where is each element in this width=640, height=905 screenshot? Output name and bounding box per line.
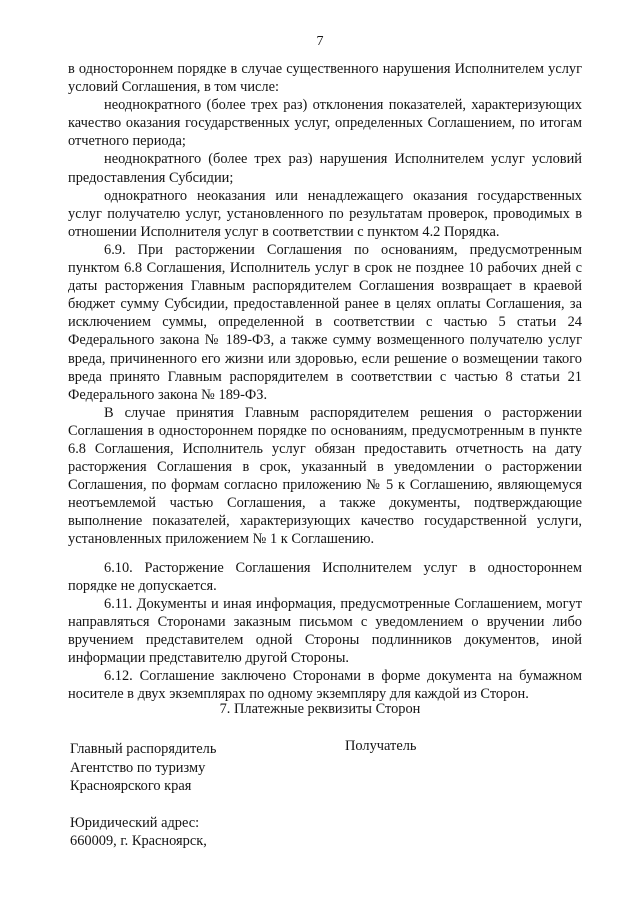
page-number: 7 [316, 34, 324, 49]
left-party-block [70, 740, 330, 851]
paragraph-6-10: 6.10. Расторжение Соглашения Исполнителем услуг в одностороннем порядке не допускается. [68, 559, 582, 594]
paragraph: неоднократного (более трех раз) нарушения Исполнителем услуг условий предоставления Субсидии; [68, 151, 582, 186]
paragraph: В случае принятия Главным распорядителем решения о расторжении Соглашения в одностороннем порядке по основаниям, предусмотренным в пункте 6.8 Соглашения, Исполнитель услуг обязан предоставить отчетность на дату расторжения Соглашения в срок, указанный в уведомлении о расторжении Соглашения, по формам согласно приложению № 5 к Соглашению, являющемуся неотъемлемой частью Соглашения, а также документы, подтверждающие выполнение показателей, характеризующих качество государственной услуги, установленных приложением № 1 к Соглашению. [68, 404, 582, 548]
body-text [68, 60, 582, 703]
left-party-address-value: 660009, г. Красноярск, [70, 833, 207, 850]
right-party-role: Получатель [345, 738, 417, 754]
left-party-name-line1: Агентство по туризму [70, 759, 206, 776]
paragraph-6-12: 6.12. Соглашение заключено Сторонами в форме документа на бумажном носителе в двух экземплярах по одному экземпляру для каждой из Сторон. [68, 668, 582, 703]
paragraph: однократного неоказания или ненадлежащего оказания государственных услуг получателю услуг, установленного по результатам проверок, проводимых в отношении Исполнителя услуг в соответствии с пунктом 4.2 Порядка. [68, 187, 582, 240]
right-party-block [345, 737, 585, 756]
paragraph-6-11: 6.11. Документы и иная информация, предусмотренные Соглашением, могут направляться Сторонами заказным письмом с уведомлением о вручении либо вручением представителем одной Стороны подлинников документов, иной информации представителю другой Стороны. [68, 595, 582, 666]
paragraph-6-9: 6.9. При расторжении Соглашения по основаниям, предусмотренным пунктом 6.8 Соглашения, Исполнитель услуг в срок не позднее 10 рабочих дней с даты расторжения Главным распорядителем Соглашения возвращает в краевой бюджет сумму Субсидии, предоставленной ранее в целях оплаты Соглашения, за исключением суммы, определенной в соответствии с частью 5 статьи 24 Федерального закона № 189-ФЗ, а также сумму возмещенного получателю услуг вреда, причиненного его жизни или здоровью, если решение о возмещении такого вреда принято Главным распорядителем в соответствии с частью 8 статьи 21 Федерального закона № 189-ФЗ. [68, 241, 582, 403]
spacer [70, 796, 330, 814]
left-party-address-label: Юридический адрес: [70, 814, 200, 831]
paragraph: неоднократного (более трех раз) отклонения показателей, характеризующих качество оказания государственных услуг, определенных Соглашением, по итогам отчетного периода; [68, 97, 582, 150]
left-party-role: Главный распорядитель [70, 741, 217, 757]
paragraph: в одностороннем порядке в случае существенного нарушения Исполнителем услуг условий Соглашения, в том числе: [68, 61, 582, 96]
left-party-name-line2: Красноярского края [70, 778, 192, 795]
section-heading: 7. Платежные реквизиты Сторон [219, 701, 421, 717]
